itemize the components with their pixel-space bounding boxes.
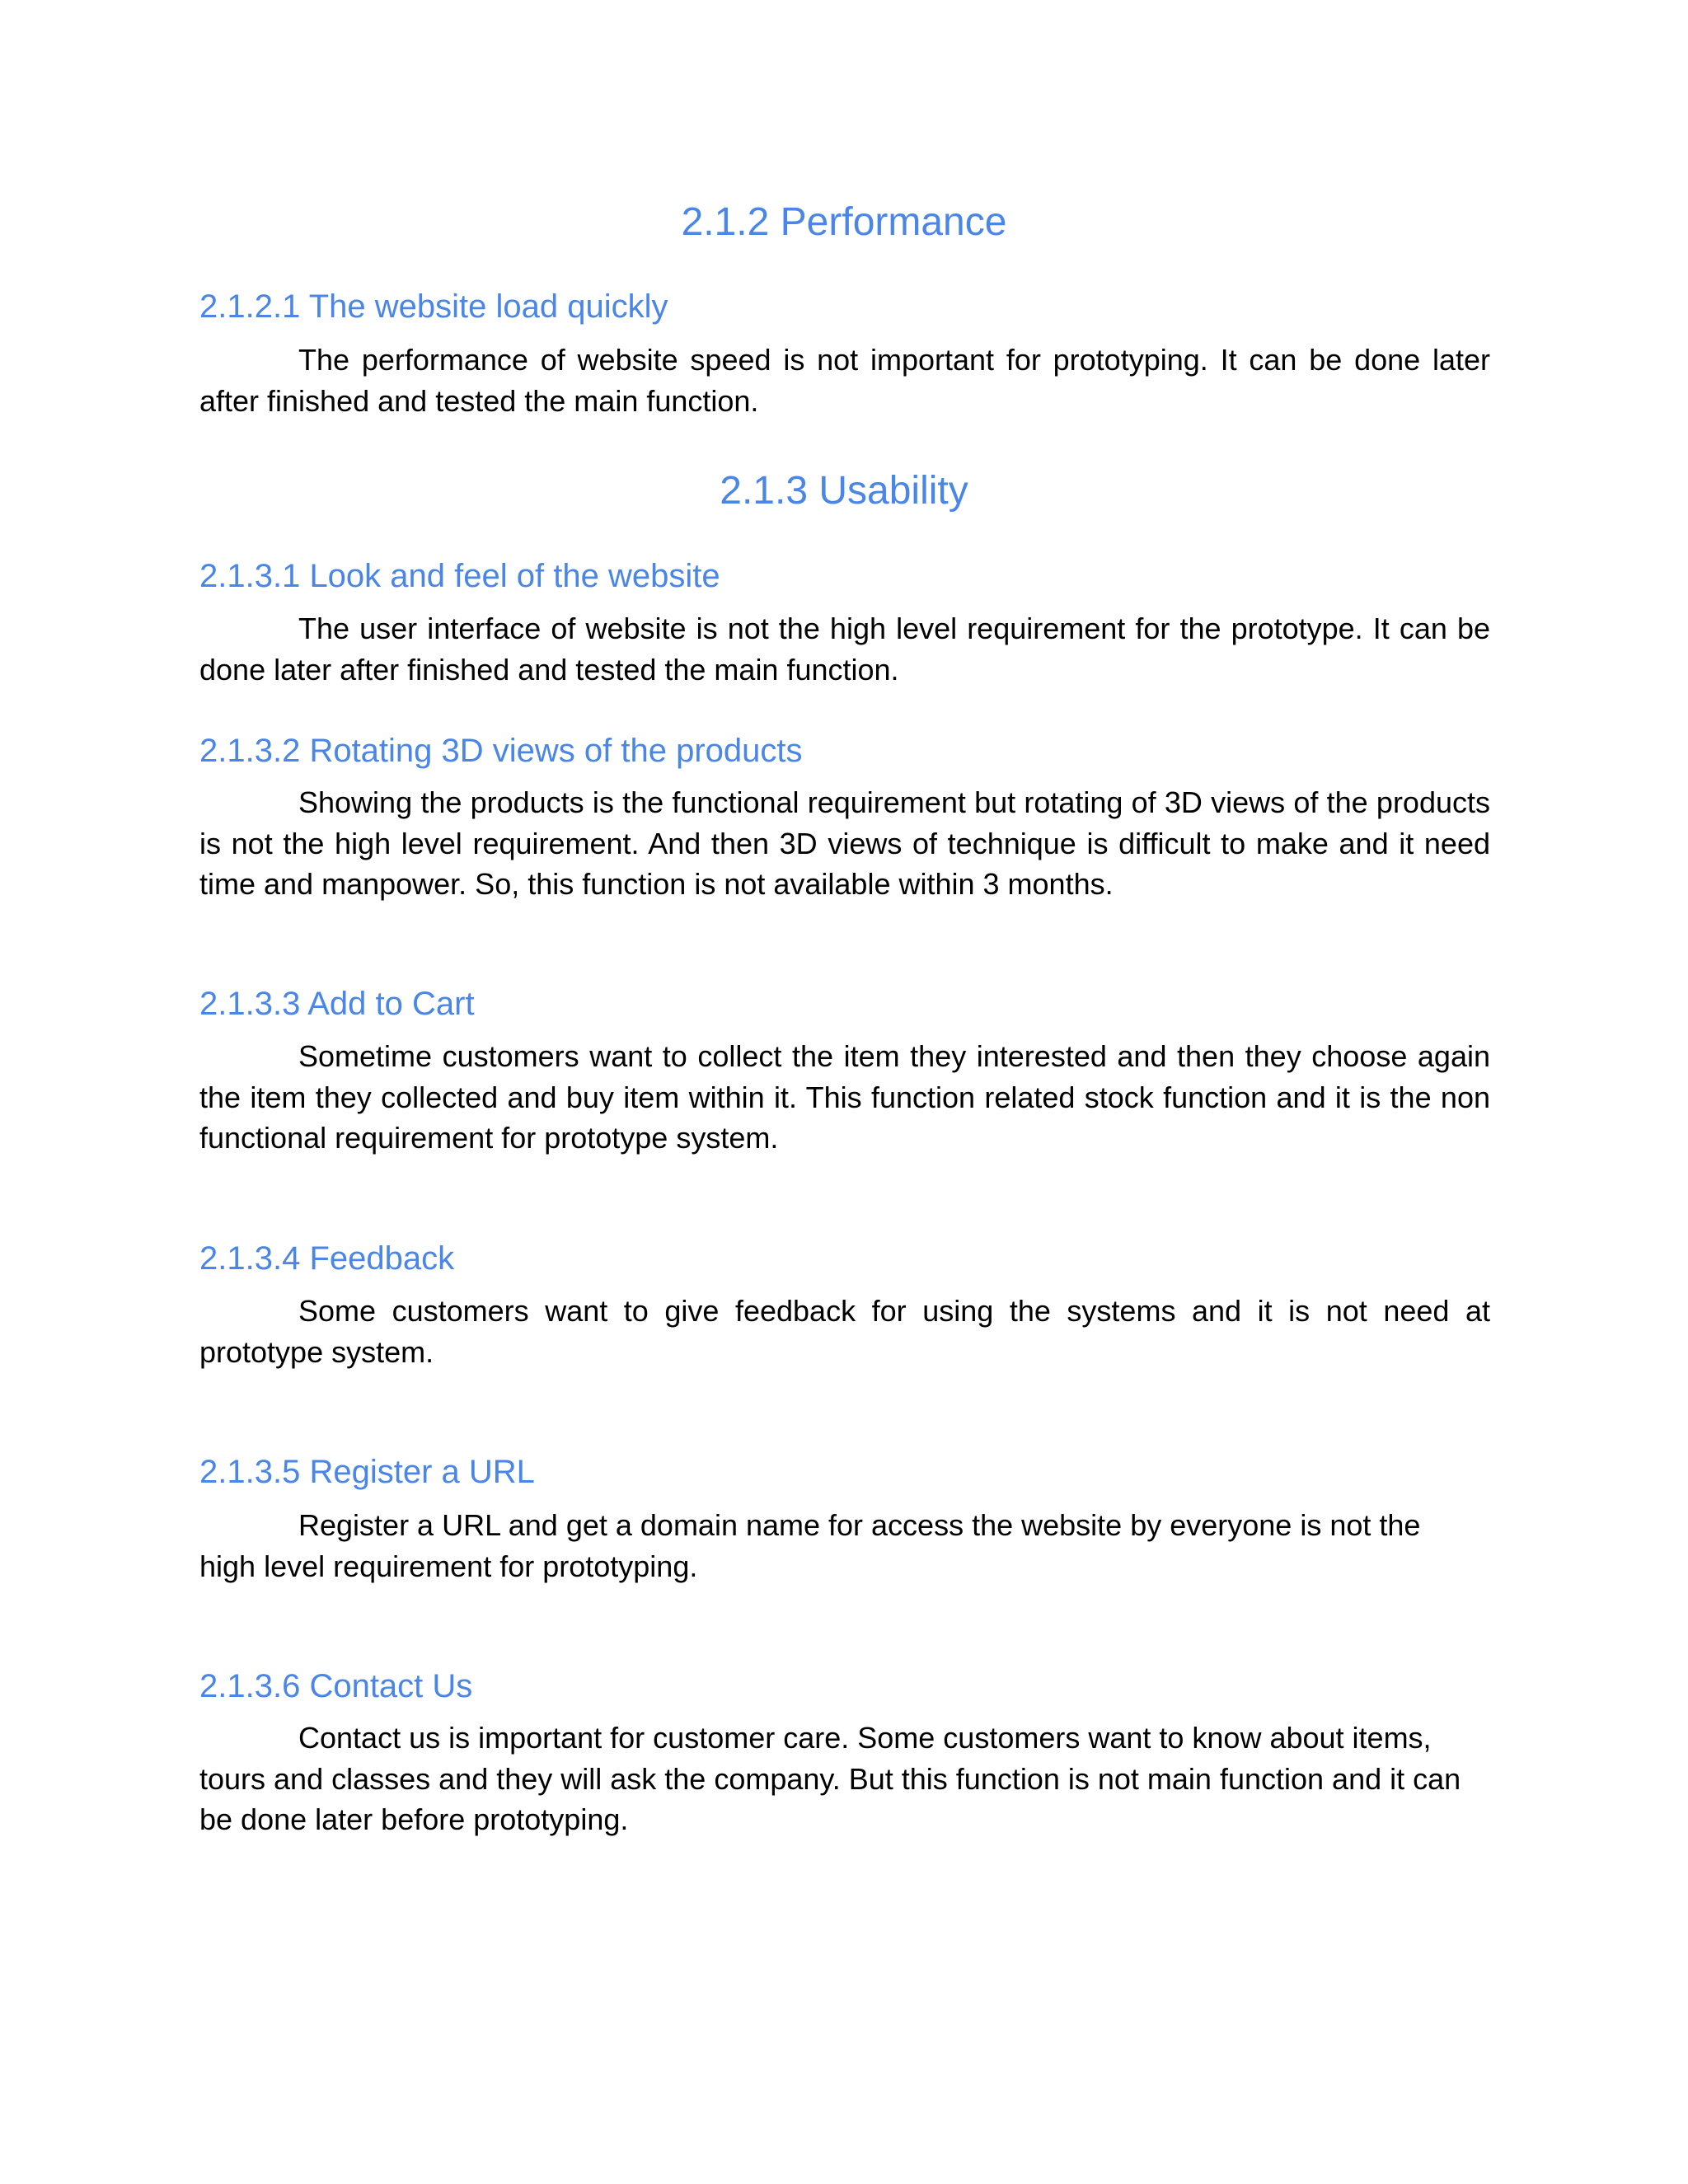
subsection-heading-contact-us: 2.1.3.6 Contact Us — [199, 1668, 473, 1704]
subsection-heading-feedback: 2.1.3.4 Feedback — [199, 1240, 455, 1277]
subsection-heading-look-and-feel: 2.1.3.1 Look and feel of the website — [199, 558, 720, 594]
paragraph-look-and-feel: The user interface of website is not the high level requirement for the prototype. It can be done later after finished and tested the main function. — [199, 612, 1490, 687]
paragraph-contact-us: Contact us is important for customer care. Some customers want to know about items, tours and classes and they will ask the company. But this function is not main function and it can be done later before prototyping. — [199, 1721, 1461, 1836]
paragraph-add-to-cart: Sometime customers want to collect the item they interested and then they choose again the item they collected and buy item within it. This function related stock function and it is the non functional requirement for prototype system. — [199, 1039, 1490, 1155]
subsection-heading-rotating-3d: 2.1.3.2 Rotating 3D views of the products — [199, 733, 803, 769]
paragraph-website-load: The performance of website speed is not important for prototyping. It can be done later after finished and tested the main function. — [199, 343, 1490, 418]
section-heading-performance: 2.1.2 Performance — [681, 200, 1007, 244]
section-heading-usability: 2.1.3 Usability — [720, 469, 968, 513]
paragraph-register-url: Register a URL and get a domain name for access the website by everyone is not the high level requirement for prototyping. — [199, 1508, 1421, 1583]
paragraph-rotating-3d: Showing the products is the functional requirement but rotating of 3D views of the products is not the high level requirement. And then 3D views of technique is difficult to make and it need time and manpower. So, this function is not available within 3 months. — [199, 785, 1490, 901]
subsection-heading-add-to-cart: 2.1.3.3 Add to Cart — [199, 986, 475, 1022]
subsection-heading-website-load: 2.1.2.1 The website load quickly — [199, 288, 668, 325]
paragraph-feedback: Some customers want to give feedback for using the systems and it is not need at prototype system. — [199, 1294, 1490, 1369]
subsection-heading-register-url: 2.1.3.5 Register a URL — [199, 1454, 535, 1490]
